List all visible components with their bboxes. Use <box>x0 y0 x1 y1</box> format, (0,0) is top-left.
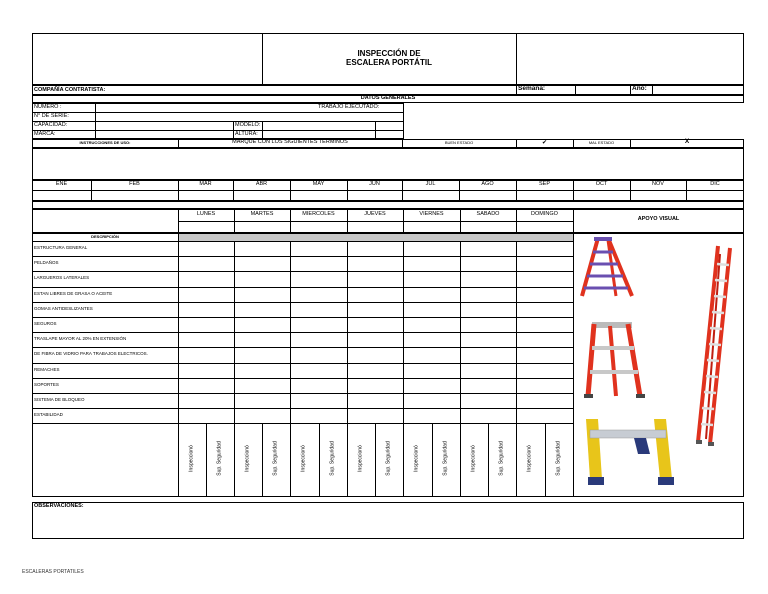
description-label: DESCRIPCIÓN <box>91 234 119 239</box>
supervisor-signature-label: Sup. Seguridad <box>272 441 279 476</box>
supervisor-signature-label: Sup. Seguridad <box>329 441 336 476</box>
supervisor-signature-label: Sup. Seguridad <box>498 441 505 476</box>
month-divider <box>573 180 574 201</box>
checklist-item-label: ESTABILIDAD <box>34 412 63 418</box>
gd-v3 <box>262 121 263 139</box>
checklist-item-label: LARGUEROS LATERALES <box>34 275 90 281</box>
month-cell-oct: OCT <box>595 181 608 187</box>
checklist-item-label: ESTRUCTURA GENERAL <box>34 245 88 250</box>
capacidad-label: CAPACIDAD: <box>34 122 68 128</box>
month-cell-nov: NOV <box>652 181 664 187</box>
month-divider <box>630 180 631 201</box>
signature-subdivider <box>206 424 207 497</box>
day-column-divider <box>290 209 291 233</box>
month-cell-jul: JUL <box>425 181 436 187</box>
form-title-line1: INSPECCIÓN DE <box>357 49 421 58</box>
bad-state-label: MAL ESTADO <box>588 140 615 145</box>
items-v-left <box>178 233 179 497</box>
month-divider <box>347 180 348 201</box>
month-divider <box>178 180 179 201</box>
gd-v4 <box>375 121 376 139</box>
visual-support-label: APOYO VISUAL <box>637 216 680 222</box>
instructions-label: INSTRUCCIONES DE USO: <box>79 140 131 145</box>
checklist-row-line <box>32 332 573 333</box>
contractor-label: COMPAÑÍA CONTRATISTA: <box>34 87 106 93</box>
description-shade <box>179 234 573 241</box>
day-cell-miercoles: MIERCOLES <box>302 211 335 217</box>
marca-label: MARCA: <box>34 131 56 137</box>
signature-subdivider <box>262 424 263 497</box>
checklist-row-line <box>32 423 573 424</box>
month-divider <box>516 180 517 201</box>
day-column-divider <box>460 209 461 233</box>
checklist-row-line <box>32 378 573 379</box>
day-cell-jueves: JUEVES <box>364 211 386 217</box>
serie-label: N° DE SERIE: <box>34 113 69 119</box>
month-divider <box>290 180 291 201</box>
altura-label: ALTURA: <box>235 131 258 137</box>
mark-terms-text: MARQUE CON LOS SIGUIENTES TERMINOS <box>232 139 348 145</box>
step-ladder-red-icon <box>582 237 632 296</box>
x-mark-icon: X <box>684 138 690 145</box>
month-divider <box>402 180 403 201</box>
inspector-signature-label: Inspeccionó <box>300 445 307 472</box>
month-divider <box>686 180 687 201</box>
checklist-row-line <box>32 271 573 272</box>
day-cell-viernes: VIERNES <box>419 211 444 217</box>
signature-subdivider <box>488 424 489 497</box>
check-mark-icon: ✔ <box>541 140 548 146</box>
signature-subdivider <box>432 424 433 497</box>
observations-box <box>32 502 744 539</box>
step-ladder-closeup-icon <box>584 322 645 398</box>
instructions-blank-area <box>32 148 744 180</box>
inspector-signature-label: Inspeccionó <box>470 445 477 472</box>
month-divider <box>233 180 234 201</box>
checklist-row-line <box>32 408 573 409</box>
extension-ladder-red-icon <box>696 246 730 446</box>
day-column-divider <box>403 209 404 233</box>
signature-subdivider <box>545 424 546 497</box>
checklist-item-label: REMACHES <box>34 366 60 372</box>
trabajo-label: TRABAJO EJECUTADO: <box>318 104 380 110</box>
supervisor-signature-label: Sup. Seguridad <box>216 441 223 476</box>
checklist-item-label: DE FIBRA DE VIDRIO PARA TRABAJOS ELECTRICOS. <box>34 351 148 357</box>
observations-label: OBSERVACIONES: <box>34 503 84 509</box>
signature-subdivider <box>375 424 376 497</box>
spacer-row <box>32 201 744 209</box>
month-cell-may: MAY <box>312 181 325 187</box>
days-mid-line <box>178 221 573 222</box>
inspector-signature-label: Inspeccionó <box>413 445 420 472</box>
company-divider-4 <box>652 85 653 95</box>
year-label: Año: <box>632 85 647 92</box>
supervisor-signature-label: Sup. Seguridad <box>442 441 449 476</box>
checklist-item-label: ESTAN LIBRES DE GRASA O ACEITE <box>34 290 113 296</box>
company-divider-3 <box>630 85 631 95</box>
day-cell-sabado: SABADO <box>476 211 500 217</box>
gd-v1 <box>95 103 96 139</box>
month-cell-ene: ENE <box>55 181 68 187</box>
month-cell-sep: SEP <box>538 181 550 187</box>
good-state-label: BUEN ESTADO <box>444 140 474 145</box>
checklist-row-line <box>32 363 573 364</box>
gd-h1 <box>32 112 404 113</box>
day-cell-lunes: LUNES <box>196 211 216 217</box>
general-data-title: DATOS GENERALES <box>360 95 416 101</box>
checklist-item-label: PELDAÑOS <box>34 260 59 266</box>
signature-subdivider <box>319 424 320 497</box>
day-cell-martes: MARTES <box>250 211 274 217</box>
month-cell-feb: FEB <box>129 181 140 187</box>
checklist-row-line <box>32 347 573 348</box>
inspector-signature-label: Inspeccionó <box>357 445 364 472</box>
checklist-item-label: GOMAS ANTIDESLIZANTES <box>34 305 93 311</box>
month-cell-abr: ABR <box>255 181 268 187</box>
month-divider <box>459 180 460 201</box>
form-title-line2: ESCALERA PORTÁTIL <box>346 58 432 67</box>
ladder-illustrations <box>574 234 743 496</box>
checklist-item-label: SEGUROS <box>34 321 57 326</box>
months-mid-line <box>32 190 744 191</box>
company-divider-1 <box>516 85 517 95</box>
company-divider-2 <box>575 85 576 95</box>
inspector-signature-label: Inspeccionó <box>526 445 533 472</box>
day-column-divider <box>347 209 348 233</box>
supervisor-signature-label: Sup. Seguridad <box>385 441 392 476</box>
day-column-divider <box>234 209 235 233</box>
days-v-left <box>178 209 179 233</box>
fiberglass-ladder-yellow-icon <box>586 419 674 485</box>
inspector-signature-label: Inspeccionó <box>188 445 195 472</box>
checklist-row-line <box>32 393 573 394</box>
header-divider-right <box>516 33 517 85</box>
checklist-row-line <box>32 302 573 303</box>
supervisor-signature-label: Sup. Seguridad <box>555 441 562 476</box>
month-cell-mar: MAR <box>199 181 212 187</box>
day-cell-domingo: DOMINGO <box>531 211 558 217</box>
checklist-item-label: SOPORTES <box>34 381 59 387</box>
checklist-row-line <box>32 317 573 318</box>
month-cell-jun: JUN <box>369 181 380 187</box>
checklist-row-line <box>32 287 573 288</box>
numero-label: NUMERO : <box>34 104 62 110</box>
footer-label: ESCALERAS PORTATILES <box>22 569 84 575</box>
checklist-row-line <box>32 256 573 257</box>
gd-h2 <box>32 121 404 122</box>
inspector-signature-label: Inspeccionó <box>244 445 251 472</box>
month-cell-dic: DIC <box>710 181 720 187</box>
day-column-divider <box>516 209 517 233</box>
modelo-label: MODELO: <box>235 122 261 128</box>
gd-v2 <box>233 121 234 139</box>
checklist-item-label: SISTEMA DE BLOQUEO <box>34 397 85 402</box>
gd-h3 <box>32 130 404 131</box>
month-cell-ago: AGO <box>481 181 494 187</box>
month-divider <box>91 180 92 201</box>
checklist-item-label: TRASLAPE MAYOR AL 20% EN EXTENSIÓN <box>34 336 127 342</box>
desc-bottom-line <box>32 241 573 242</box>
week-label: Semana: <box>518 85 546 92</box>
